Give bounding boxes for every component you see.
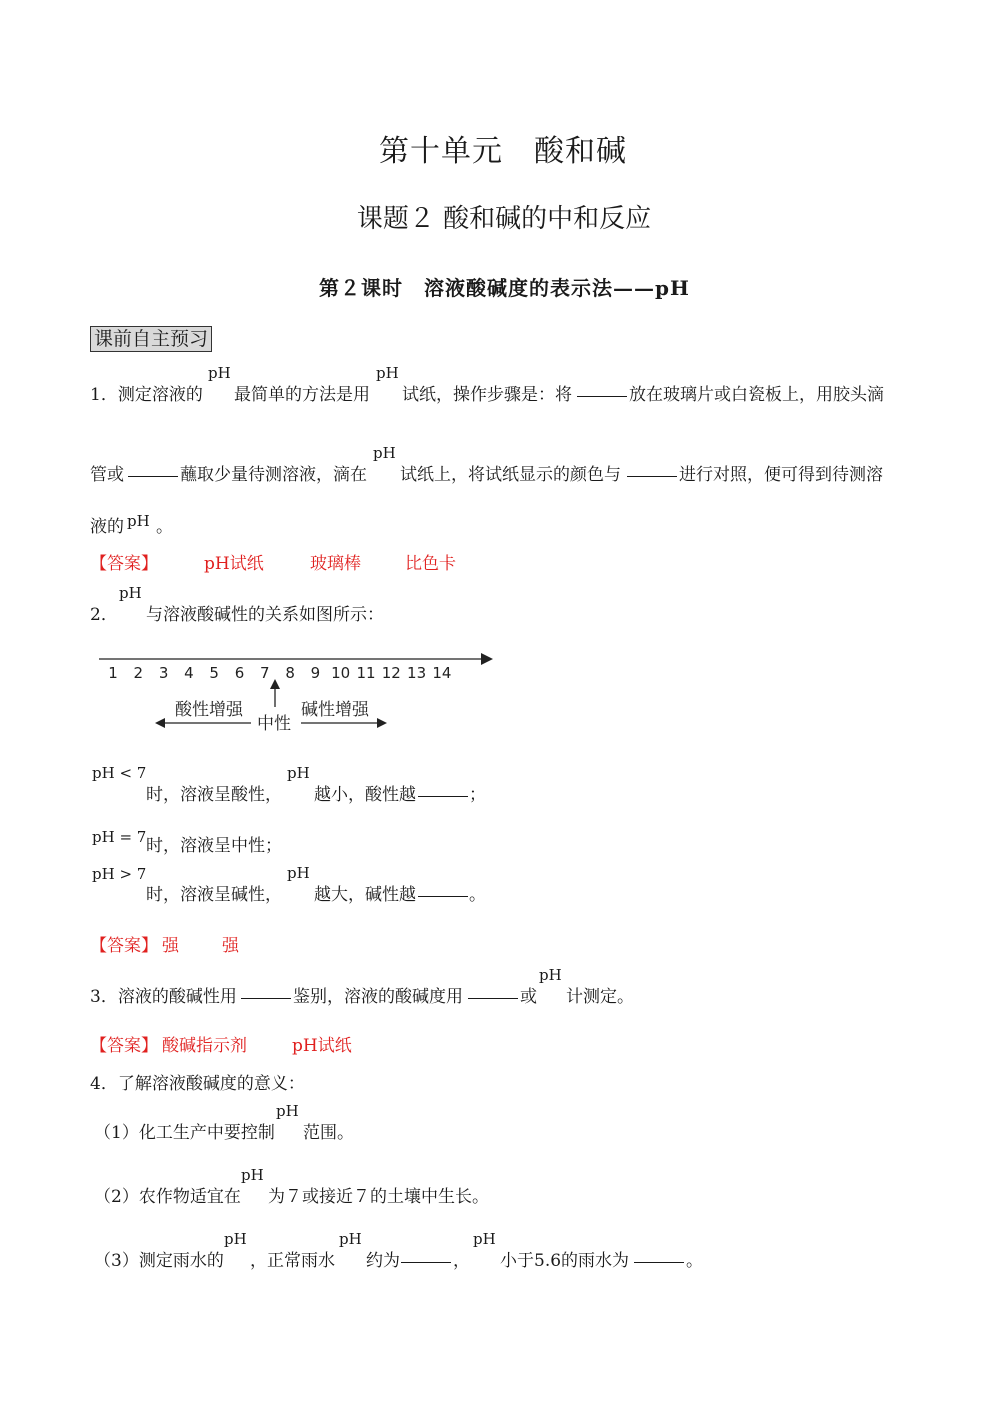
q3-answer-label: 【答案】 <box>90 1036 158 1056</box>
scale-arrow-head <box>481 653 493 665</box>
neutral-label: 中性 <box>257 714 291 734</box>
q2-gt-end: 。 <box>469 885 486 905</box>
q4-item3-c: 约为 <box>366 1251 400 1271</box>
q1-ph-4: pH <box>127 512 150 530</box>
q2-lt-end: ； <box>469 785 486 805</box>
scale-tick-label: 9 <box>310 664 321 682</box>
q2-answer-label: 【答案】 <box>90 936 158 956</box>
q1-text-c: 试纸，操作步骤是：将 <box>402 385 572 405</box>
q2-gt-text-a: 时，溶液呈碱性， <box>146 885 282 905</box>
q3-ph: pH <box>539 966 562 984</box>
q2-gt-text-b: 越大，碱性越 <box>314 885 416 905</box>
scale-tick-label: 3 <box>158 664 169 682</box>
scale-tick-label: 10 <box>331 664 351 682</box>
q1-line3-end: 。 <box>156 517 173 537</box>
q4-title: 4．了解溶液酸碱度的意义： <box>90 1074 305 1094</box>
base-label: 碱性增强 <box>301 700 369 720</box>
q1-ph-2: pH <box>376 364 399 382</box>
q2-gt-ph: pH <box>287 864 310 882</box>
q1-line2-c: 试纸上，将试纸显示的颜色与 <box>400 465 621 485</box>
section-label: 课前自主预习 <box>90 326 212 352</box>
q2-text: 与溶液酸碱性的关系如图所示： <box>146 605 384 625</box>
q4-item3-b: ，正常雨水 <box>250 1251 335 1271</box>
q1-line3: 液的 <box>90 517 124 537</box>
scale-tick-label: 11 <box>356 664 376 682</box>
topic-title: 课题２ 酸和碱的中和反应 <box>356 204 652 234</box>
q4-item3-ph-1: pH <box>224 1230 247 1248</box>
scale-tick-label: 13 <box>407 664 427 682</box>
q4-item2-b: 为７或接近７的土壤中生长。 <box>268 1187 489 1207</box>
q1-text-b: 最简单的方法是用 <box>234 385 370 405</box>
q2-ph: pH <box>119 584 142 602</box>
unit-title: 第十单元 酸和碱 <box>379 134 627 169</box>
q1-line2-d: 进行对照，便可得到待测溶 <box>679 465 883 485</box>
scale-tick-label: 2 <box>133 664 144 682</box>
scale-tick-label: 5 <box>209 664 219 682</box>
acid-arrow-head <box>155 718 165 728</box>
lesson-title: 第２课时 溶液酸碱度的表示法——pH <box>319 276 690 300</box>
q4-item1-b: 范围。 <box>303 1123 354 1143</box>
q4-item3-d: ， <box>453 1251 470 1271</box>
q3-blank-2[interactable] <box>468 984 518 999</box>
q2-answer-1: 强 <box>162 936 179 956</box>
scale-tick-label: 12 <box>381 664 401 682</box>
q1-answer-3: 比色卡 <box>405 554 456 574</box>
q3-answer-1: 酸碱指示剂 <box>162 1036 247 1056</box>
q4-item2-a: （2）农作物适宜在 <box>94 1187 241 1207</box>
q4-item2-ph: pH <box>241 1166 264 1184</box>
q2-lt-text-a: 时，溶液呈酸性， <box>146 785 282 805</box>
q1-line2-b: 蘸取少量待测溶液，滴在 <box>180 465 367 485</box>
ph-eq-7: pH = 7 <box>92 828 147 846</box>
scale-tick-label: 1 <box>108 664 118 682</box>
q3-answer-2: pH试纸 <box>292 1036 352 1056</box>
q1-blank-3[interactable] <box>627 462 677 477</box>
q1-blank-2[interactable] <box>128 462 178 477</box>
base-arrow-head <box>377 718 387 728</box>
q2-lt-ph: pH <box>287 764 310 782</box>
q2-lt-text-b: 越小，酸性越 <box>314 785 416 805</box>
scale-ticks <box>108 664 451 682</box>
q4-item3-e: 小于5.6的雨水为 <box>500 1251 630 1271</box>
q4-item1-a: （1）化工生产中要控制 <box>94 1123 275 1143</box>
q2-blank-1[interactable] <box>418 782 468 797</box>
q1-answer-1: pH试纸 <box>204 554 264 574</box>
q1-blank-1[interactable] <box>577 382 627 397</box>
q2-answer-2: 强 <box>222 936 239 956</box>
q4-item3-ph-3: pH <box>473 1230 496 1248</box>
q4-item3-f: 。 <box>686 1251 703 1271</box>
q4-item3-ph-2: pH <box>339 1230 362 1248</box>
scale-tick-label: 6 <box>234 664 245 682</box>
q4-blank-1[interactable] <box>401 1248 451 1263</box>
q1-ph-3: pH <box>373 444 396 462</box>
q1-text-a: 1．测定溶液的 <box>90 385 203 405</box>
q3-blank-1[interactable] <box>241 984 291 999</box>
q4-item3-a: （3）测定雨水的 <box>94 1251 224 1271</box>
q1-answer-label: 【答案】 <box>90 554 158 574</box>
q3-text-b: 鉴别，溶液的酸碱度用 <box>293 987 463 1007</box>
q1-ph-1: pH <box>208 364 231 382</box>
q1-text-d: 放在玻璃片或白瓷板上，用胶头滴 <box>629 385 884 405</box>
q3-text-a: 3．溶液的酸碱性用 <box>90 987 237 1007</box>
q3-text-c: 或 <box>520 987 537 1007</box>
q1-line2-a: 管或 <box>90 465 124 485</box>
ph-gt-7: pH > 7 <box>92 865 147 883</box>
q4-blank-2[interactable] <box>634 1248 684 1263</box>
neutral-arrow-head <box>270 679 280 689</box>
q3-text-d: 计测定。 <box>566 987 634 1007</box>
scale-tick-label: 4 <box>184 664 194 682</box>
ph-lt-7: pH < 7 <box>92 764 147 782</box>
q2-eq-text: 时，溶液呈中性； <box>146 836 282 856</box>
q4-item1-ph: pH <box>276 1102 299 1120</box>
q2-blank-2[interactable] <box>418 882 468 897</box>
q2-prefix: 2． <box>90 605 118 625</box>
scale-tick-label: 7 <box>260 664 270 682</box>
ph-scale-diagram <box>95 645 500 740</box>
scale-tick-label: 14 <box>432 664 452 682</box>
acid-label: 酸性增强 <box>175 700 243 720</box>
q1-answer-2: 玻璃棒 <box>310 554 361 574</box>
scale-tick-label: 8 <box>285 664 295 682</box>
